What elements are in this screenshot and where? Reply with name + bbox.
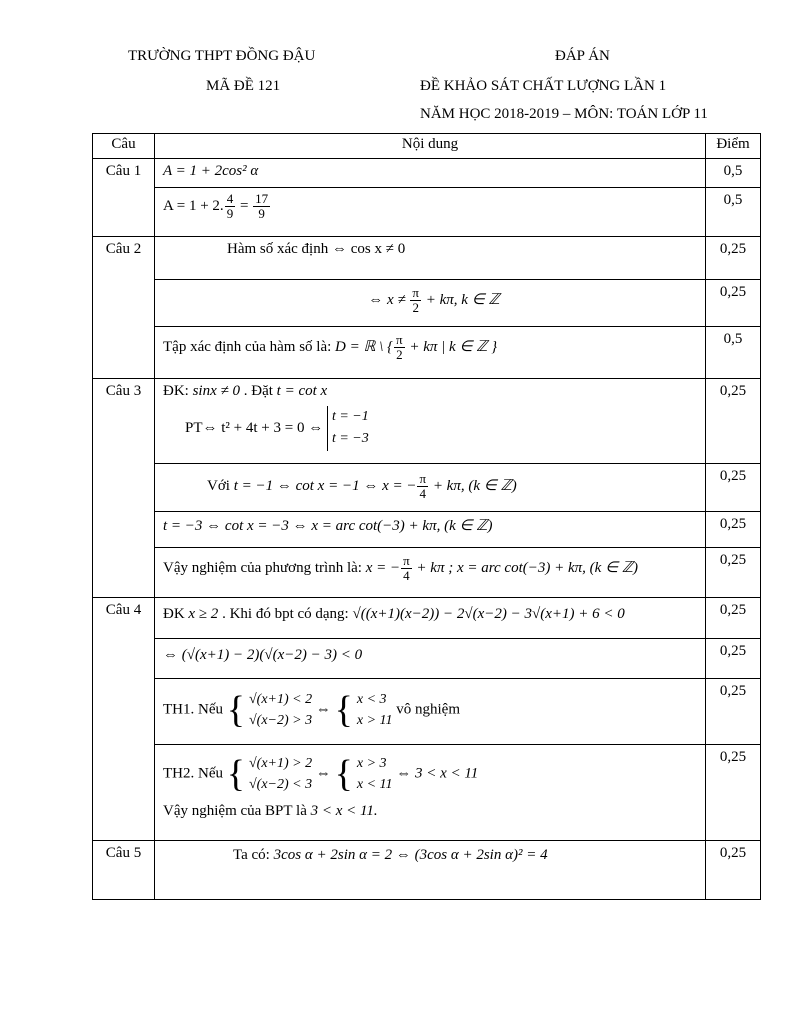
table-row: [93, 280, 761, 327]
q4-score4: 0,25: [706, 745, 761, 841]
table-row: [93, 841, 761, 900]
q3-score1: 0,25: [706, 379, 761, 464]
q4-row4: TH2. Nếu { √(x+1) > 2 √(x−2) < 3 ⇔ { x > 3 x < 11 ⇔ 3 < x < 11 Vậy nghiệm của BPT là 3 < x < 11.: [155, 745, 706, 841]
table-row: [93, 598, 761, 639]
q2-score2: 0,25: [706, 280, 761, 327]
q4-row3: TH1. Nếu { √(x+1) < 2 √(x−2) > 3 ⇔ { x < 3 x > 11 vô nghiệm: [155, 679, 706, 745]
exam-year: NĂM HỌC 2018-2019 – MÔN: TOÁN LỚP 11: [420, 106, 708, 122]
q3-score3: 0,25: [706, 512, 761, 548]
col-score: Điểm: [706, 134, 761, 159]
col-cau: Câu: [93, 134, 155, 159]
table-row: [93, 639, 761, 679]
table-row: [93, 237, 761, 280]
table-row: [93, 679, 761, 745]
table-row: [93, 327, 761, 379]
exam-title: ĐỀ KHẢO SÁT CHẤT LƯỢNG LẦN 1: [420, 78, 667, 94]
table-row: [93, 512, 761, 548]
q4-row1: ĐK x ≥ 2 . Khi đó bpt có dạng: √((x+1)(x−2)) − 2√(x−2) − 3√(x+1) + 6 < 0: [155, 598, 706, 639]
q2-label: Câu 2: [93, 237, 155, 379]
q4-row2: ⇔ (√(x+1) − 2)(√(x−2) − 3) < 0: [155, 639, 706, 679]
q1-row2: A = 1 + 2. $\frac{4}{9}$ = $\frac{17}{9}$: [155, 188, 706, 237]
table-row: [93, 159, 761, 188]
table-header-row: [93, 134, 761, 159]
table-row: [93, 464, 761, 512]
q3-row4: Vậy nghiệm của phương trình là: x = − $\frac{\pi}{4}$ + kπ ; x = arc cot(−3) + kπ, (k ∈ ℤ): [155, 548, 706, 598]
table-row: [93, 379, 761, 464]
q3-row2: Với t = −1 ⇔ cot x = −1 ⇔ x = − $\frac{\pi}{4}$ + kπ, (k ∈ ℤ): [155, 464, 706, 512]
q2-row2: ⇔ x ≠ $\frac{\pi}{2}$ + kπ, k ∈ ℤ: [155, 280, 706, 327]
q3-label: Câu 3: [93, 379, 155, 598]
q2-score1: 0,25: [706, 237, 761, 280]
q1-score2: 0,5: [706, 188, 761, 237]
q3-score2: 0,25: [706, 464, 761, 512]
q1-row1: A = 1 + 2cos² α: [155, 159, 706, 188]
q3-row3: t = −3 ⇔ cot x = −3 ⇔ x = arc cot(−3) + kπ, (k ∈ ℤ): [155, 512, 706, 548]
q5-score1: 0,25: [706, 841, 761, 900]
table-row: [93, 188, 761, 237]
q5-label: Câu 5: [93, 841, 155, 900]
q5-row1: Ta có: 3cos α + 2sin α = 2 ⇔ (3cos α + 2sin α)² = 4: [155, 841, 706, 900]
q2-row3: Tập xác định của hàm số là: D = ℝ \ { $\frac{\pi}{2}$ + kπ | k ∈ ℤ }: [155, 327, 706, 379]
table-row: [93, 548, 761, 598]
answer-table: [92, 133, 761, 900]
answer-title: ĐÁP ÁN: [555, 48, 610, 64]
q3-score4: 0,25: [706, 548, 761, 598]
col-content: Nội dung: [155, 134, 706, 159]
q4-score1: 0,25: [706, 598, 761, 639]
q2-row1: Hàm số xác định ⇔ cos x ≠ 0: [155, 237, 706, 280]
school-name: TRƯỜNG THPT ĐỒNG ĐẬU: [128, 48, 316, 64]
q4-label: Câu 4: [93, 598, 155, 841]
exam-code: MÃ ĐỀ 121: [206, 78, 281, 94]
q3-row1: ĐK: sinx ≠ 0 . Đặt t = cot x PT⇔ t² + 4t + 3 = 0 ⇔ t = −1 t = −3: [155, 379, 706, 464]
table-row: [93, 745, 761, 841]
q4-score3: 0,25: [706, 679, 761, 745]
q1-label: Câu 1: [93, 159, 155, 237]
q1-score1: 0,5: [706, 159, 761, 188]
q2-score3: 0,5: [706, 327, 761, 379]
q4-score2: 0,25: [706, 639, 761, 679]
